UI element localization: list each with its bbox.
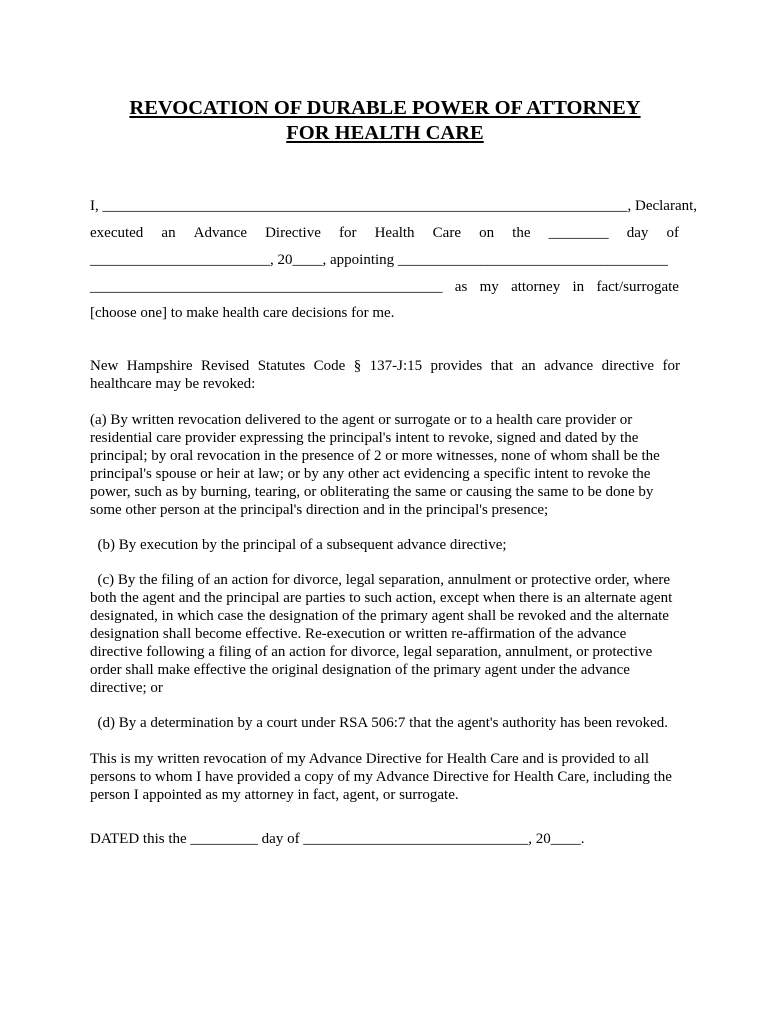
word: my xyxy=(479,279,499,295)
word: fact/surrogate xyxy=(596,279,679,295)
word: the xyxy=(512,225,531,241)
clause-a: (a) By written revocation delivered to the agent or surrogate or to a health care provider or residential care provider expressing the principal's intent to revoke, signed and dated by the principal; by oral revocation in the presence of 2 or more witnesses, none of whom shall be the principal's spouse or heir at law; or by any other act evidencing a specific intent to revoke the power, such as by burning, tearing, or obliterating the same or causing the same to be done by some other person at the principal's direction and in the principal's presence; xyxy=(90,412,660,518)
word: day xyxy=(626,225,649,241)
word: as xyxy=(454,279,468,295)
executed-line[interactable] xyxy=(90,224,679,242)
dated-line[interactable]: DATED this the _________ day of ______________________________, 20____. xyxy=(90,831,585,847)
declarant-text: I, ______________________________________________________________________, Declarant, xyxy=(90,198,698,214)
word: Health xyxy=(374,225,415,241)
clause-b: (b) By execution by the principal of a subsequent advance directive; xyxy=(90,537,507,553)
statute-paragraph: New Hampshire Revised Statutes Code § 137-J:15 provides that an advance directive for healthcare may be revoked: xyxy=(90,358,680,392)
document-title-line-1: REVOCATION OF DURABLE POWER OF ATTORNEY xyxy=(129,97,641,119)
word: for xyxy=(338,225,357,241)
word: Advance xyxy=(193,225,247,241)
choose-one-text: [choose one] to make health care decisions for me. xyxy=(90,305,395,321)
clause-d: (d) By a determination by a court under RSA 506:7 that the agent's authority has been revoked. xyxy=(90,715,668,731)
clause-c: (c) By the filing of an action for divorce, legal separation, annulment or protective order, where both the agent and the principal are parties to such action, except when there is an alternate agent designated, in which case the designation of the primary agent shall be revoked and the alternate designation shall become effective. Re-execution or written re-affirmation of the advance directive following a filing of an action for divorce, legal separation, annulment, or protective order shall make effective the original designation of the primary agent under the advance directive; or xyxy=(90,572,677,696)
word: executed xyxy=(90,225,144,241)
appointing-line[interactable] xyxy=(90,251,679,269)
word: Directive xyxy=(265,225,321,241)
document-title-line-2: FOR HEALTH CARE xyxy=(286,122,484,144)
appointing-text: ________________________, 20____, appointing ____________________________________ xyxy=(90,252,668,268)
word: attorney xyxy=(511,279,561,295)
attorney-line[interactable] xyxy=(90,278,679,296)
word: an xyxy=(161,225,176,241)
word: Care xyxy=(432,225,461,241)
agent-name-blank[interactable]: _______________________________________________ xyxy=(90,279,443,295)
day-blank[interactable]: ________ xyxy=(548,225,609,241)
word: on xyxy=(479,225,495,241)
word: in xyxy=(572,279,585,295)
word: of xyxy=(666,225,679,241)
closing-paragraph: This is my written revocation of my Advance Directive for Health Care and is provided to all persons to whom I have provided a copy of my Advance Directive for Health Care, including the person I appointed as my attorney in fact, agent, or surrogate. xyxy=(90,751,672,803)
declarant-line[interactable] xyxy=(90,197,698,215)
